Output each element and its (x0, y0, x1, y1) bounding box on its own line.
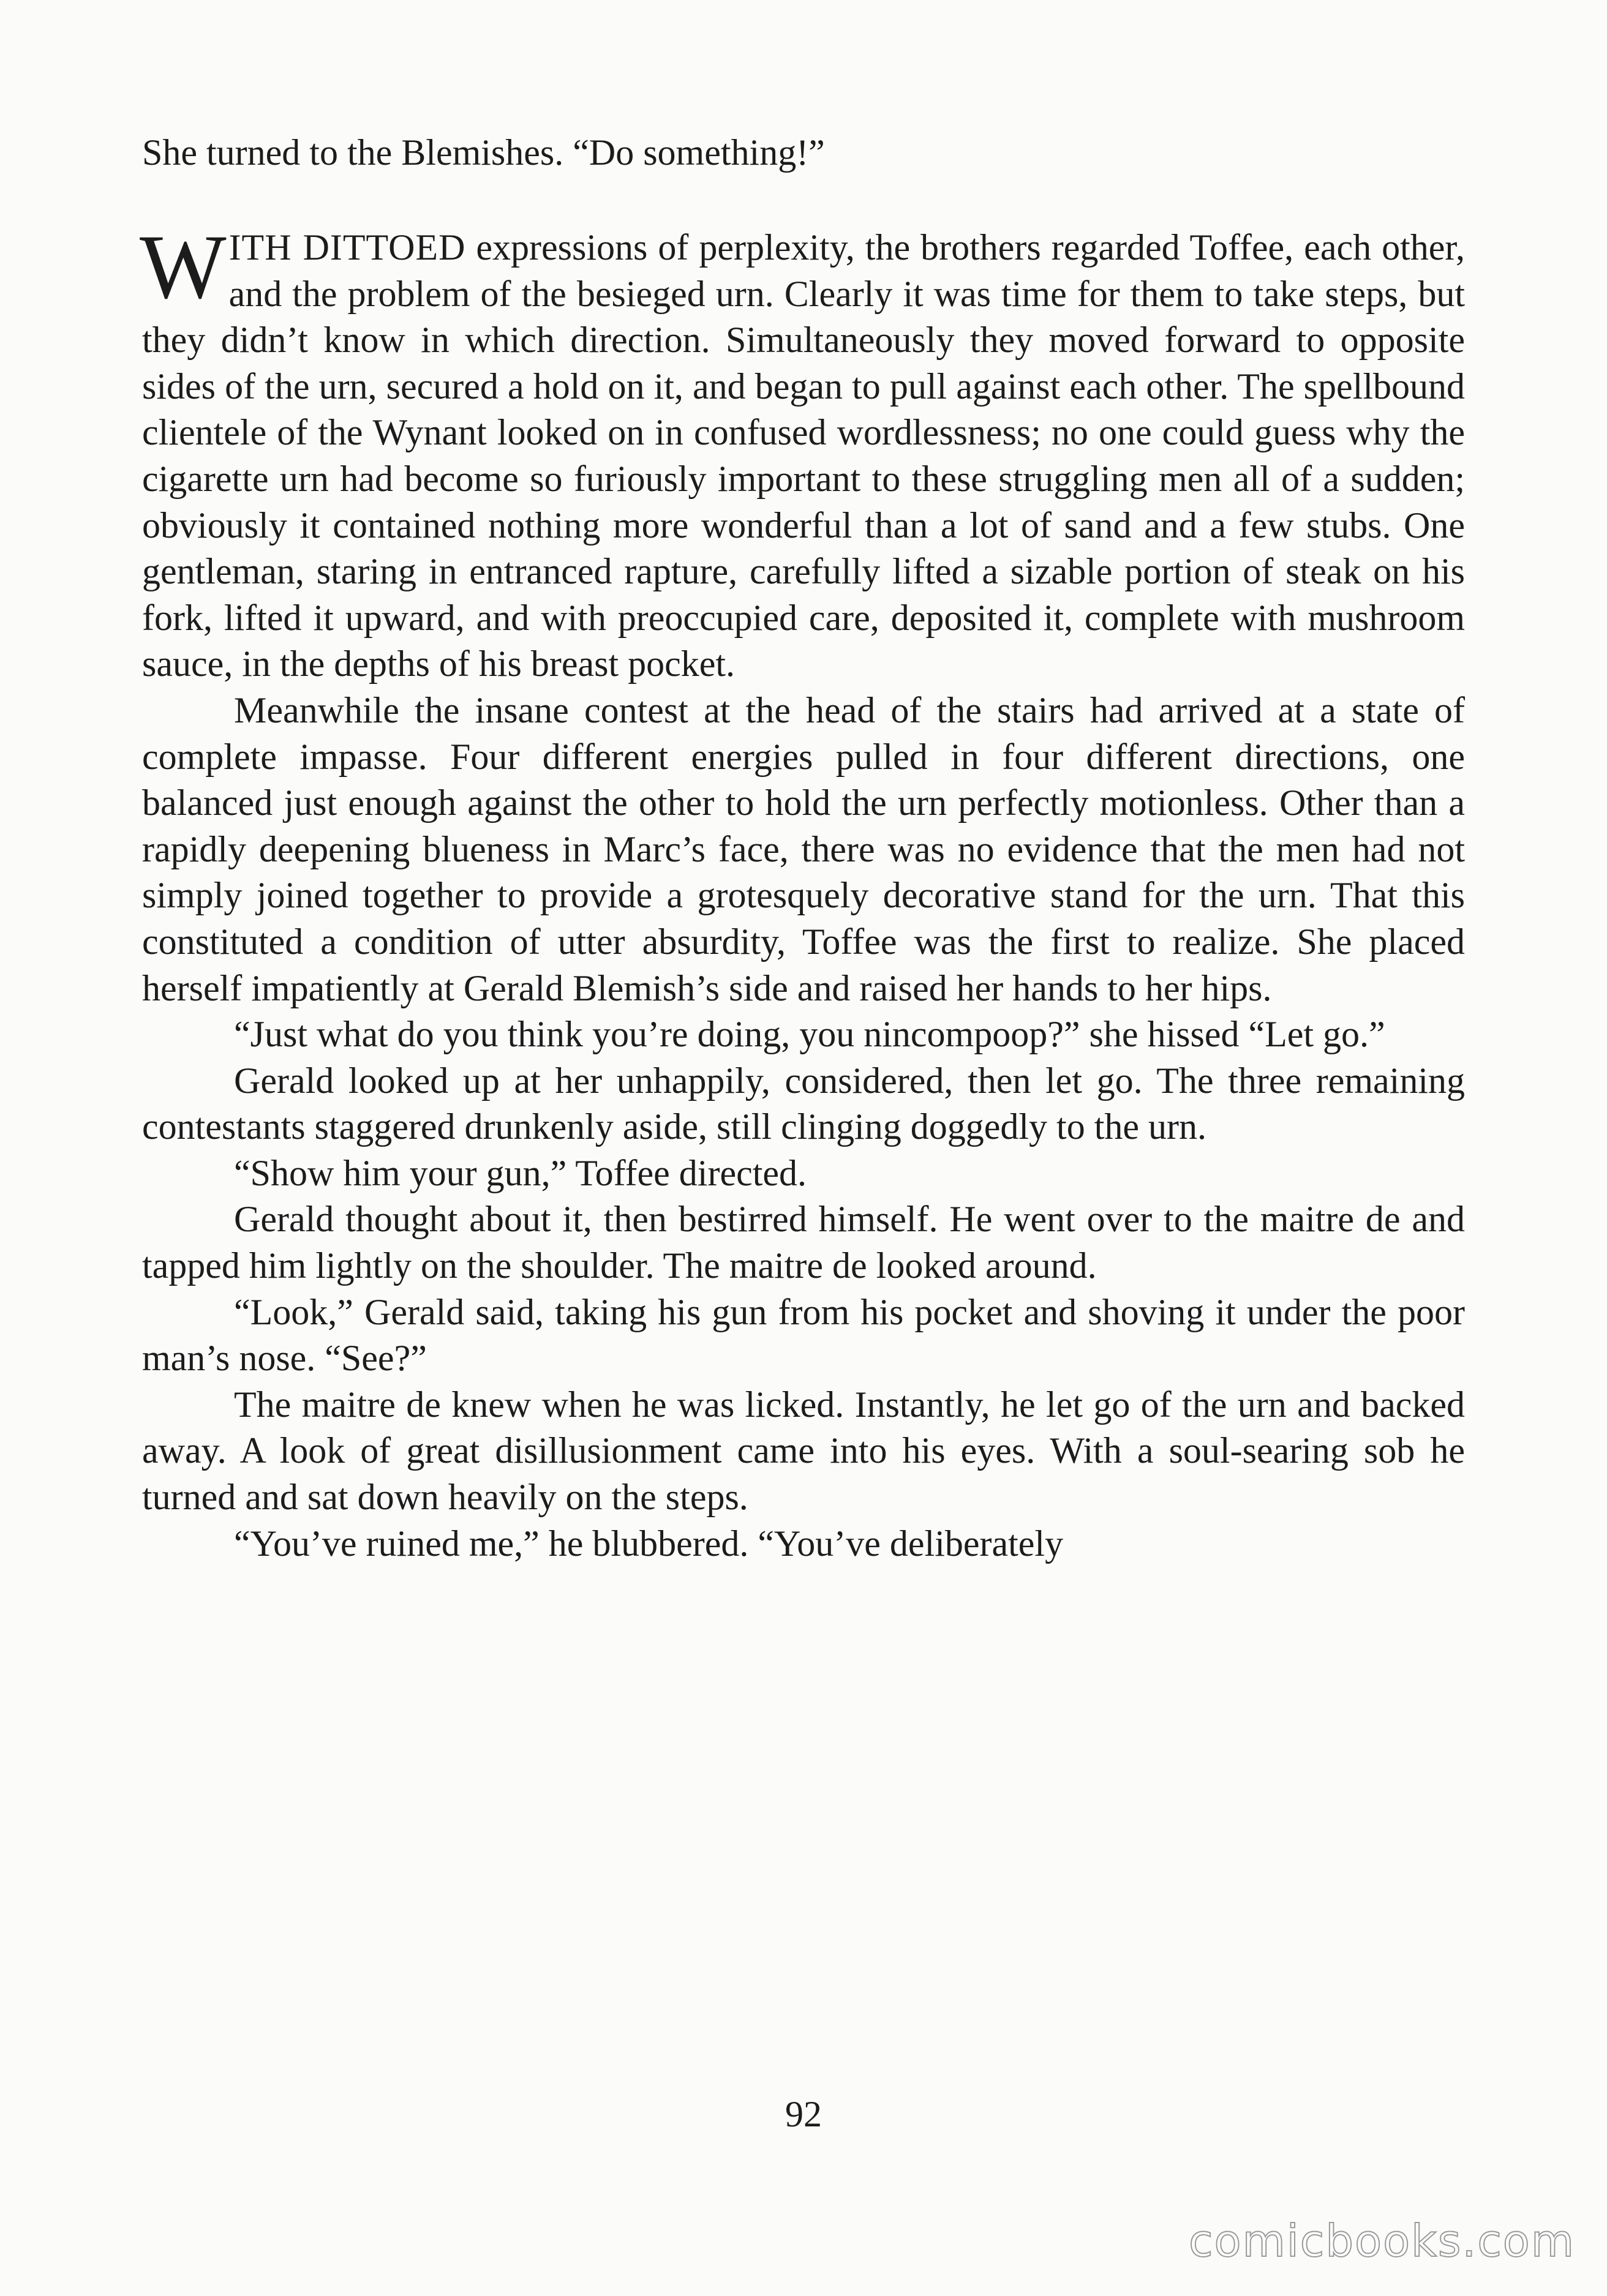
paragraph-5: “Show him your gun,” Toffee directed. (234, 1152, 807, 1193)
paragraph-1 (140, 216, 1465, 688)
paragraph-2: Meanwhile the insane contest at the head of the stairs had arrived at a state of complete impasse. Four different energies pulled in four different directions, one balanced just enough against the other to hold the urn perfectly motionless. Other than a rapidly deepening blueness in Marc’s face, there was no evidence that the men had not simply joined together to provide a grotesquely decorative stand for the urn. That this constituted a condition of utter absurdity, Toffee was the first to realize. She placed herself impatiently at Gerald Blemish’s side and raised her hands to her hips. (142, 689, 1465, 1008)
body-text (140, 216, 1465, 1567)
chapter-lead: ITH DITTOED (228, 227, 466, 268)
paragraph-3: “Just what do you think you’re doing, you nincompoop?” she hissed “Let go.” (234, 1014, 1385, 1055)
paragraph-9: “You’ve ruined me,” he blubbered. “You’ve deliberately (234, 1523, 1064, 1564)
watermark-logo: comicbooks.com (1188, 2215, 1575, 2267)
paragraph-1-text: expressions of perplexity, the brothers regarded Toffee, each other, and the problem of the besieged urn. Clearly it was time for them to take steps, but they didn’t know in which direction. Simultaneously they moved forward to opposite sides of the urn, secured a hold on it, and began to pull against each other. The spellbound clientele of the Wynant looked on in confused wordlessness; no one could guess why the cigarette urn had become so furiously important to these struggling men all of a sudden; obviously it contained nothing more wonderful than a lot of sand and a few stubs. One gentleman, staring in entranced rapture, carefully lifted a sizable portion of steak on his fork, lifted it upward, and with preoccupied care, deposited it, complete with mushroom sauce, in the depths of his breast pocket. (142, 227, 1465, 685)
paragraph-7: “Look,” Gerald said, taking his gun from his pocket and shoving it under the poor man’s nose. “See?” (142, 1291, 1465, 1379)
opening-line: She turned to the Blemishes. “Do something!” (142, 132, 825, 173)
page-number: 92 (785, 2094, 822, 2134)
paragraph-8: The maitre de knew when he was licked. Instantly, he let go of the urn and backed away. A look of great disillusionment came into his eyes. With a soul-searing sob he turned and sat down heavily on the steps. (142, 1384, 1465, 1518)
drop-cap: W (140, 216, 223, 318)
paragraph-6: Gerald thought about it, then bestirred himself. He went over to the maitre de and tapped him lightly on the shoulder. The maitre de looked around. (142, 1199, 1465, 1286)
paragraph-4: Gerald looked up at her unhappily, considered, then let go. The three remaining contestants staggered drunkenly aside, still clinging doggedly to the urn. (142, 1060, 1465, 1147)
